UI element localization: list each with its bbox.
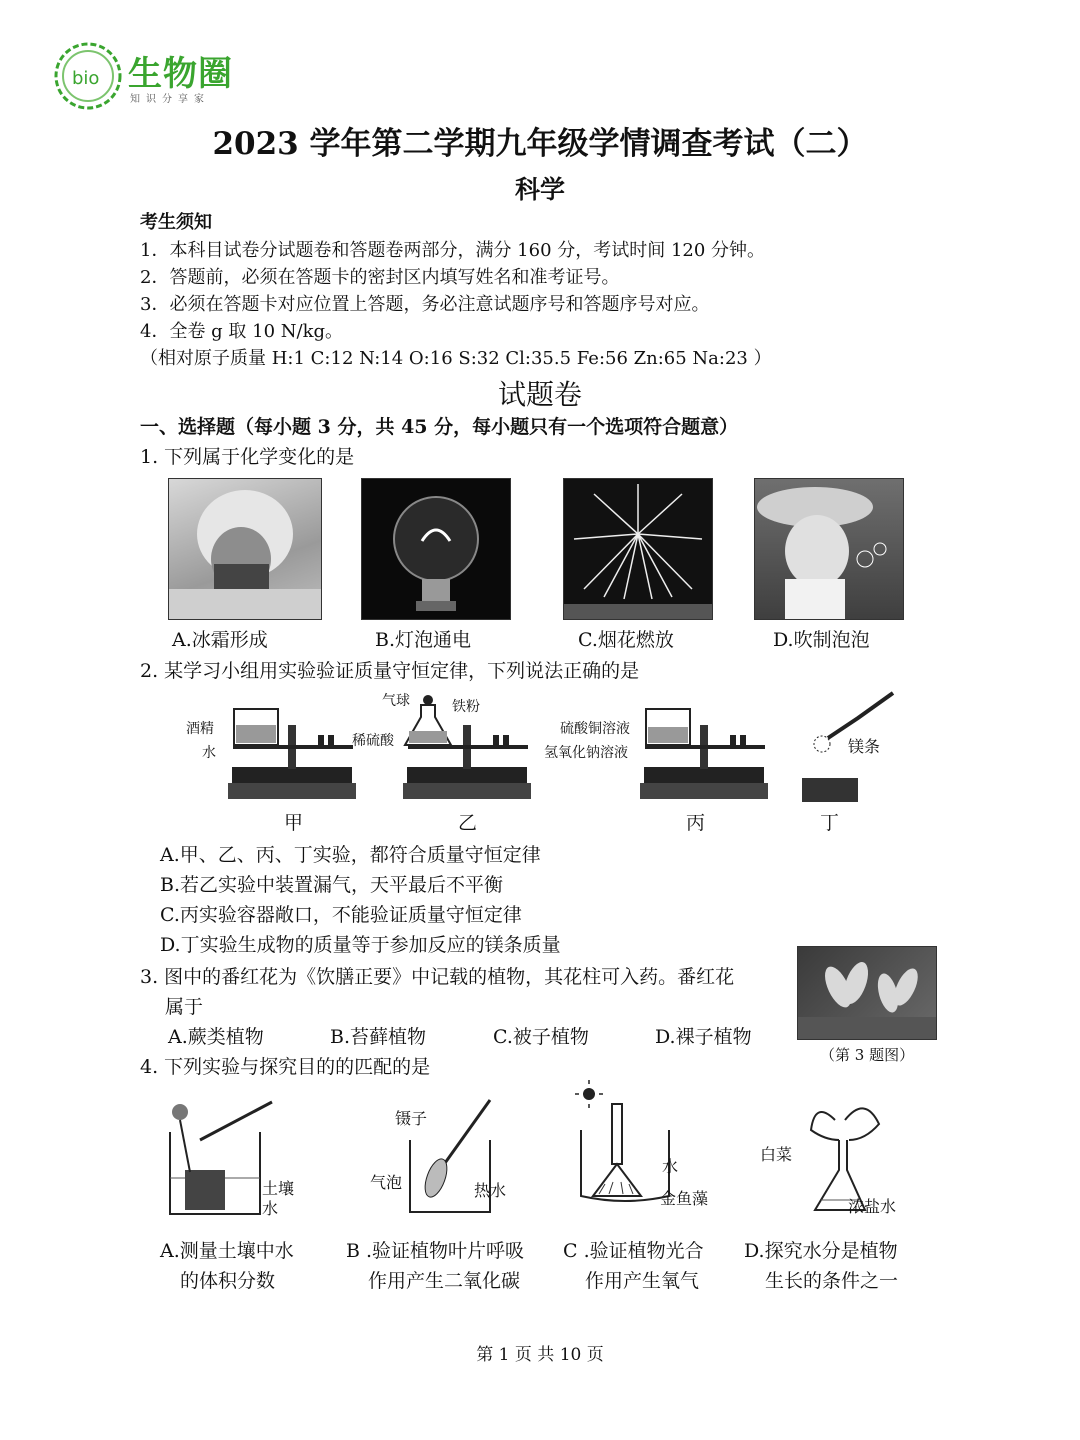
q3-figure-caption: （第 3 题图） [820,1046,915,1064]
q2-balance-bing [640,705,770,805]
q3-option-c: C.被子植物 [493,1026,589,1048]
q2-label-copper-sulfate: 硫酸铜溶液 [560,721,630,737]
q4-label-hot-water: 热水 [474,1181,507,1200]
q3-stem-line1: 3. 图中的番红花为《饮膳正要》中记载的植物，其花柱可入药。番红花 [140,966,735,988]
q2-label-balloon: 气球 [382,693,410,709]
notice-item: 4．全卷 g 取 10 N/kg。 [140,321,344,342]
notice-item: 2．答题前，必须在答题卡的密封区内填写姓名和准考证号。 [140,267,620,288]
q1-photo-frost [168,478,322,620]
q1-photo-fireworks [563,478,713,620]
q1-photo-bubbles [754,478,904,620]
q4-label-cabbage: 白菜 [760,1145,793,1164]
page-footer: 第 1 页 共 10 页 [476,1345,604,1365]
q4-stem: 4. 下列实验与探究目的的匹配的是 [140,1056,431,1078]
q4-option-a-line1: A.测量土壤中水 [160,1240,294,1262]
notice-item: 1．本科目试卷分试题卷和答题卷两部分，满分 160 分，考试时间 120 分钟。 [140,240,766,261]
section-title: 试题卷 [497,378,582,411]
q2-option-d: D.丁实验生成物的质量等于参加反应的镁条质量 [160,934,561,956]
q4-option-c-line1: C .验证植物光合 [563,1240,704,1262]
q2-balance-jia [228,705,358,805]
logo-subtitle: 知识分享家 [130,94,210,105]
q4-option-c-line2: 作用产生氧气 [585,1270,700,1292]
q2-setup-yi: 乙 [458,812,478,834]
subject-title: 科学 [514,175,565,204]
q3-option-b: B.苔藓植物 [330,1026,427,1048]
q2-option-c: C.丙实验容器敞口，不能验证质量守恒定律 [160,904,522,926]
q2-label-iron-powder: 铁粉 [452,699,480,715]
atomic-mass-line: （相对原子质量 H:1 C:12 N:14 O:16 S:32 Cl:35.5 Fe:56 Zn:65 Na:23 ） [140,348,772,369]
q2-option-b: B.若乙实验中装置漏气，天平最后不平衡 [160,874,504,896]
q3-option-d: D.裸子植物 [655,1026,752,1048]
q4-label-water-c: 水 [662,1157,679,1176]
q4-option-b-line1: B .验证植物叶片呼吸 [346,1240,525,1262]
q2-label-sodium-hydroxide: 氢氧化钠溶液 [544,745,628,761]
q2-option-a: A.甲、乙、丙、丁实验，都符合质量守恒定律 [160,844,541,866]
q2-label-magnesium: 镁条 [848,737,881,756]
q4-option-d-line2: 生长的条件之一 [765,1270,899,1292]
q4-label-hornwort: 金鱼藻 [660,1189,709,1208]
notice-heading: 考生须知 [140,212,212,233]
q2-label-alcohol: 酒精 [186,721,214,737]
q1-option-d: D.吹制泡泡 [773,629,870,651]
q4-label-brine: 浓盐水 [848,1197,897,1216]
q2-label-water: 水 [202,745,216,761]
q4-label-tweezers: 镊子 [395,1109,428,1128]
logo-ring-text: bio [72,68,100,89]
q2-stem: 2. 某学习小组用实验验证质量守恒定律，下列说法正确的是 [140,660,640,682]
q3-stem-line2: 属于 [165,996,204,1018]
q4-label-soil: 土壤 [262,1179,295,1198]
logo [52,40,252,114]
q2-label-dilute-acid: 稀硫酸 [352,733,394,749]
q1-option-c: C.烟花燃放 [578,629,674,651]
q1-stem: 1. 下列属于化学变化的是 [140,446,355,468]
q2-setup-jia: 甲 [284,812,304,834]
q3-option-a: A.蕨类植物 [168,1026,264,1048]
exam-title: 2023 学年第二学期九年级学情调查考试（二） [212,126,868,162]
dna-ring-icon [52,40,124,112]
q2-setup-ding: 丁 [820,812,840,834]
q1-photo-bulb [361,478,511,620]
notice-item: 3．必须在答题卡对应位置上答题，务必注意试题序号和答题序号对应。 [140,294,710,315]
q2-setup-bing: 丙 [686,812,706,834]
q1-option-a: A.冰霜形成 [172,629,268,651]
q4-option-a-line2: 的体积分数 [180,1270,276,1292]
q4-option-d-line1: D.探究水分是植物 [744,1240,898,1262]
q4-label-bubble: 气泡 [370,1173,403,1192]
section-1-heading: 一、选择题（每小题 3 分，共 45 分，每小题只有一个选项符合题意） [140,416,739,438]
q4-label-water-a: 水 [262,1199,279,1218]
q3-photo-crocus [797,946,937,1040]
q4-option-b-line2: 作用产生二氧化碳 [368,1270,521,1292]
logo-text: 生物圈 [128,54,233,94]
q1-option-b: B.灯泡通电 [375,629,472,651]
